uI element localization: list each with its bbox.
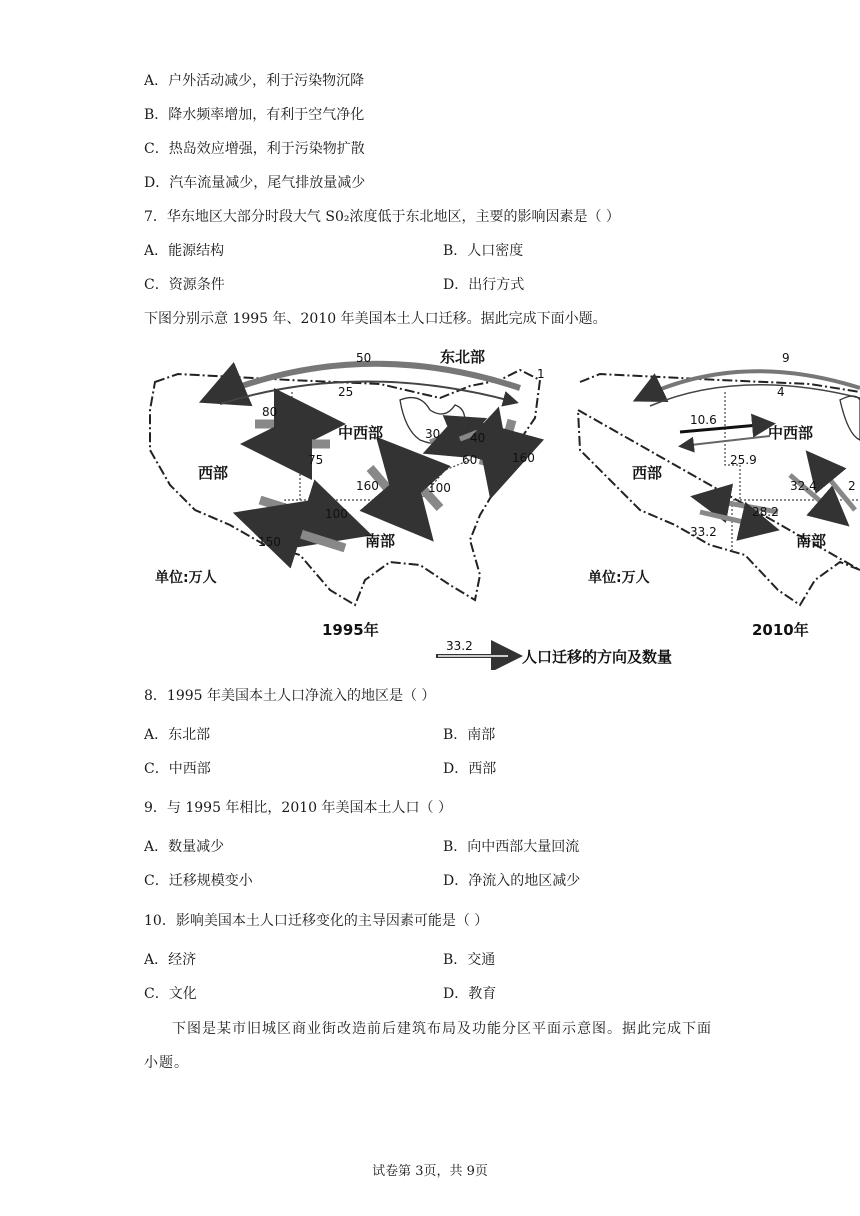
region-south-2010: 南部 (796, 532, 827, 550)
q8-option-b: B．南部 (443, 727, 496, 743)
q6-option-c: C．热岛效应增强，利于污染物扩散 (144, 141, 365, 157)
year-label-2010: 2010年 (752, 621, 809, 639)
q8-option-d: D．西部 (443, 761, 497, 777)
q8-option-c: C．中西部 (144, 761, 211, 777)
flow-label: 160 (512, 451, 535, 465)
flow-label: 160 (356, 479, 379, 493)
figure-intro-2: 下图是某市旧城区商业街改造前后建筑布局及功能分区平面示意图。据此完成下面小题。 (144, 1021, 712, 1071)
flow-label: 100 (428, 481, 451, 495)
flow-label: 25 (338, 385, 354, 399)
q7-option-c: C．资源条件 (144, 277, 225, 293)
flow-label: 40 (470, 431, 486, 445)
flow-label: 150 (258, 535, 281, 549)
q9-option-a: A．数量减少 (144, 839, 225, 855)
q9-option-c: C．迁移规模变小 (144, 873, 253, 889)
flow-label: 1 (537, 367, 545, 381)
q7-stem: 7．华东地区大部分时段大气 S0₂浓度低于东北地区，主要的影响因素是（ ） (144, 209, 620, 225)
q8-option-a: A．东北部 (144, 727, 211, 743)
q9-option-b: B．向中西部大量回流 (443, 839, 580, 855)
q7-option-b: B．人口密度 (443, 243, 524, 259)
flow-label: 2 (848, 479, 856, 493)
q8-stem: 8．1995 年美国本土人口净流入的地区是（ ） (144, 688, 436, 704)
map-2010 (578, 351, 860, 639)
q10-option-d: D．教育 (443, 986, 497, 1002)
flow-label: 80 (262, 405, 278, 419)
flow-label: 4 (777, 385, 785, 399)
region-west-1995: 西部 (198, 464, 229, 482)
flow-label: 28.2 (752, 505, 779, 519)
q10-option-b: B．交通 (443, 952, 496, 968)
flow-label: 50 (356, 351, 372, 365)
year-label-1995: 1995年 (322, 621, 379, 639)
q6-option-d: D．汽车流量减少，尾气排放量减少 (144, 175, 366, 191)
q9-stem: 9．与 1995 年相比，2010 年美国本土人口（ ） (144, 800, 452, 816)
page-footer: 试卷第 3页，共 9页 (372, 1164, 488, 1179)
flow-label: 25.9 (730, 453, 757, 467)
q6-option-b: B．降水频率增加，有利于空气净化 (144, 107, 365, 123)
flow-label: 60 (462, 453, 478, 467)
legend-label: 人口迁移的方向及数量 (522, 648, 673, 666)
q7-option-a: A．能源结构 (144, 243, 225, 259)
q6-option-a: A．户外活动减少，利于污染物沉降 (144, 73, 365, 89)
region-west-2010: 西部 (632, 464, 663, 482)
flow-label: 30 (425, 427, 441, 441)
region-midwest-2010: 中西部 (768, 424, 814, 442)
q9-option-d: D．净流入的地区减少 (443, 873, 581, 889)
q10-option-c: C．文化 (144, 986, 197, 1002)
legend-value: 33.2 (446, 639, 473, 653)
region-south-1995: 南部 (365, 532, 396, 550)
map-1995 (150, 348, 545, 639)
flow-label: 10.6 (690, 413, 717, 427)
unit-label-1995: 单位:万人 (155, 570, 217, 586)
region-midwest-1995: 中西部 (338, 424, 384, 442)
migration-figure (0, 340, 860, 670)
region-northeast-1995: 东北部 (440, 348, 486, 366)
flow-label: 100 (325, 507, 348, 521)
q10-option-a: A．经济 (144, 952, 197, 968)
flow-label: 75 (308, 453, 324, 467)
q7-option-d: D．出行方式 (443, 277, 525, 293)
flow-label: 33.2 (690, 525, 717, 539)
flow-label: 32.4 (790, 479, 817, 493)
flow-label: 9 (782, 351, 790, 365)
figure-legend (436, 639, 672, 666)
unit-label-2010: 单位:万人 (588, 570, 650, 586)
figure-intro: 下图分别示意 1995 年、2010 年美国本土人口迁移。据此完成下面小题。 (144, 311, 607, 327)
q10-stem: 10．影响美国本土人口迁移变化的主导因素可能是（ ） (144, 913, 489, 929)
